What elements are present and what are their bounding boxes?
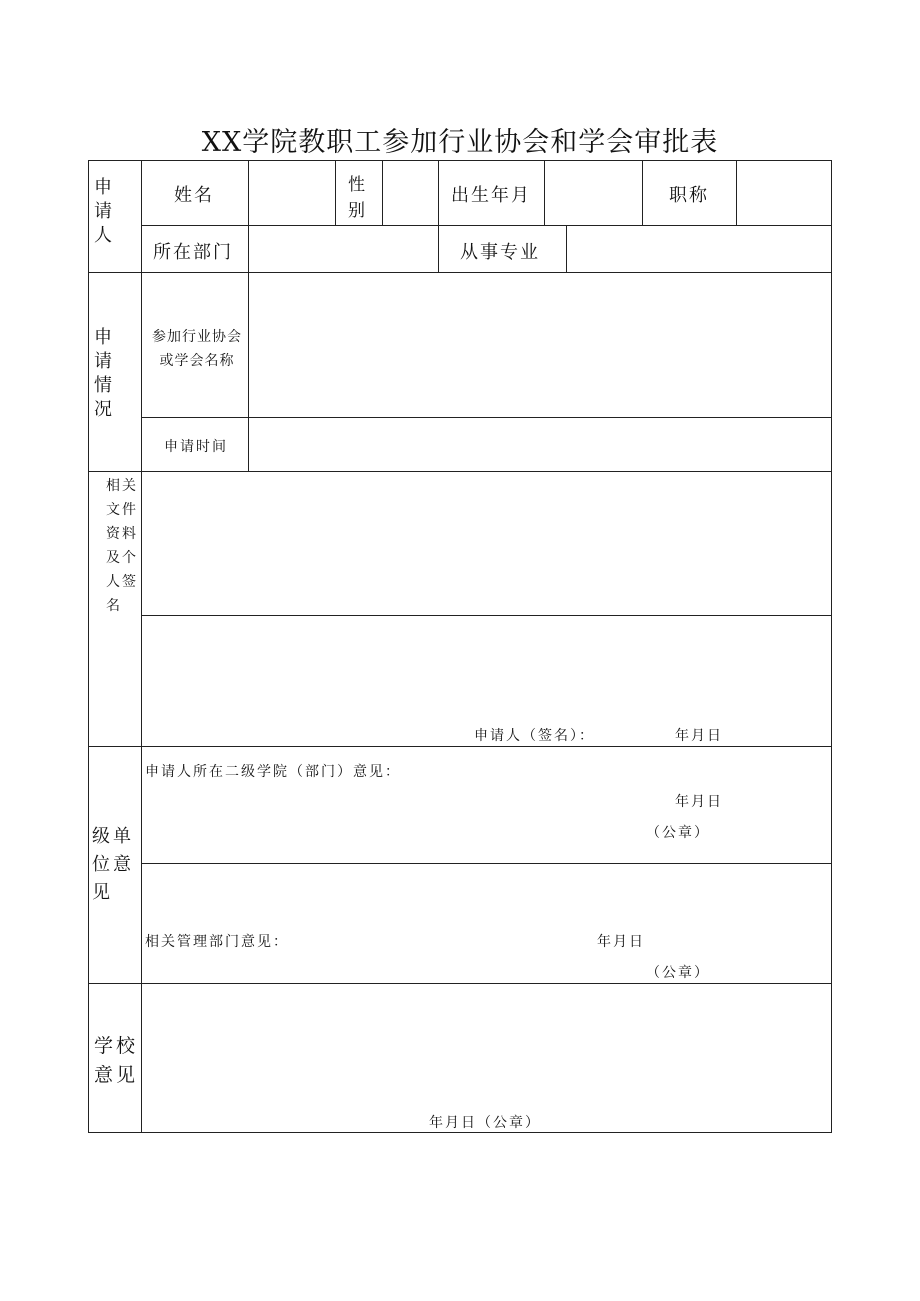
- college-date: 年月日: [675, 794, 723, 810]
- rank-label: 职称: [669, 185, 709, 206]
- divider: [88, 746, 832, 747]
- birth-field[interactable]: [546, 162, 641, 224]
- org-name-label: 参加行业协会 或学会名称: [152, 329, 242, 369]
- applicant-section-label: 申 请 人: [94, 177, 112, 246]
- mgmt-opinion-label: 相关管理部门意见：: [145, 934, 289, 950]
- page-title: XX学院教职工参加行业协会和学会审批表: [201, 127, 719, 158]
- signature-line: 申请人（签名）：: [474, 728, 595, 744]
- divider: [88, 272, 832, 273]
- org-name-field[interactable]: [250, 274, 830, 416]
- divider: [642, 160, 643, 225]
- divider: [141, 417, 832, 418]
- divider: [736, 160, 737, 225]
- divider: [88, 471, 832, 472]
- major-field[interactable]: [568, 227, 830, 271]
- gender-label: 性 别: [348, 175, 365, 221]
- application-section-label: 申 请 情 况: [94, 327, 112, 420]
- divider: [248, 272, 249, 471]
- mgmt-date: 年月日: [597, 934, 645, 950]
- divider: [141, 863, 832, 864]
- gender-field[interactable]: [384, 162, 437, 224]
- name-field[interactable]: [250, 162, 334, 224]
- signature-date: 年月日: [675, 728, 723, 744]
- dept-field[interactable]: [250, 227, 437, 271]
- school-opinion-field[interactable]: [143, 985, 830, 1105]
- divider: [382, 160, 383, 225]
- divider: [566, 225, 567, 272]
- birth-label: 出生年月: [451, 185, 531, 206]
- time-label: 申请时间: [164, 439, 228, 455]
- school-opinion-section-label: 学校 意见: [94, 1035, 139, 1086]
- mgmt-seal: （公章）: [646, 965, 710, 981]
- divider: [248, 160, 249, 272]
- divider: [335, 160, 336, 225]
- documents-field[interactable]: [143, 473, 830, 614]
- divider: [88, 983, 832, 984]
- unit-opinion-section-label: 级单 位意 见: [92, 826, 134, 903]
- divider: [141, 615, 832, 616]
- documents-section-label: 相关 文件 资料 及个 人签 名: [106, 478, 138, 614]
- divider: [141, 160, 142, 1133]
- major-label: 从事专业: [460, 242, 540, 263]
- college-seal: （公章）: [646, 825, 710, 841]
- divider: [438, 160, 439, 272]
- mgmt-opinion-field[interactable]: [143, 865, 830, 925]
- rank-field[interactable]: [738, 162, 830, 224]
- name-label: 姓名: [174, 185, 214, 206]
- divider: [544, 160, 545, 225]
- college-opinion-label: 申请人所在二级学院（部门）意见：: [145, 764, 401, 780]
- time-field[interactable]: [250, 419, 830, 470]
- college-opinion-field[interactable]: [143, 784, 830, 862]
- school-date-seal: 年月日（公章）: [429, 1115, 541, 1131]
- divider: [141, 225, 832, 226]
- dept-label: 所在部门: [153, 242, 233, 263]
